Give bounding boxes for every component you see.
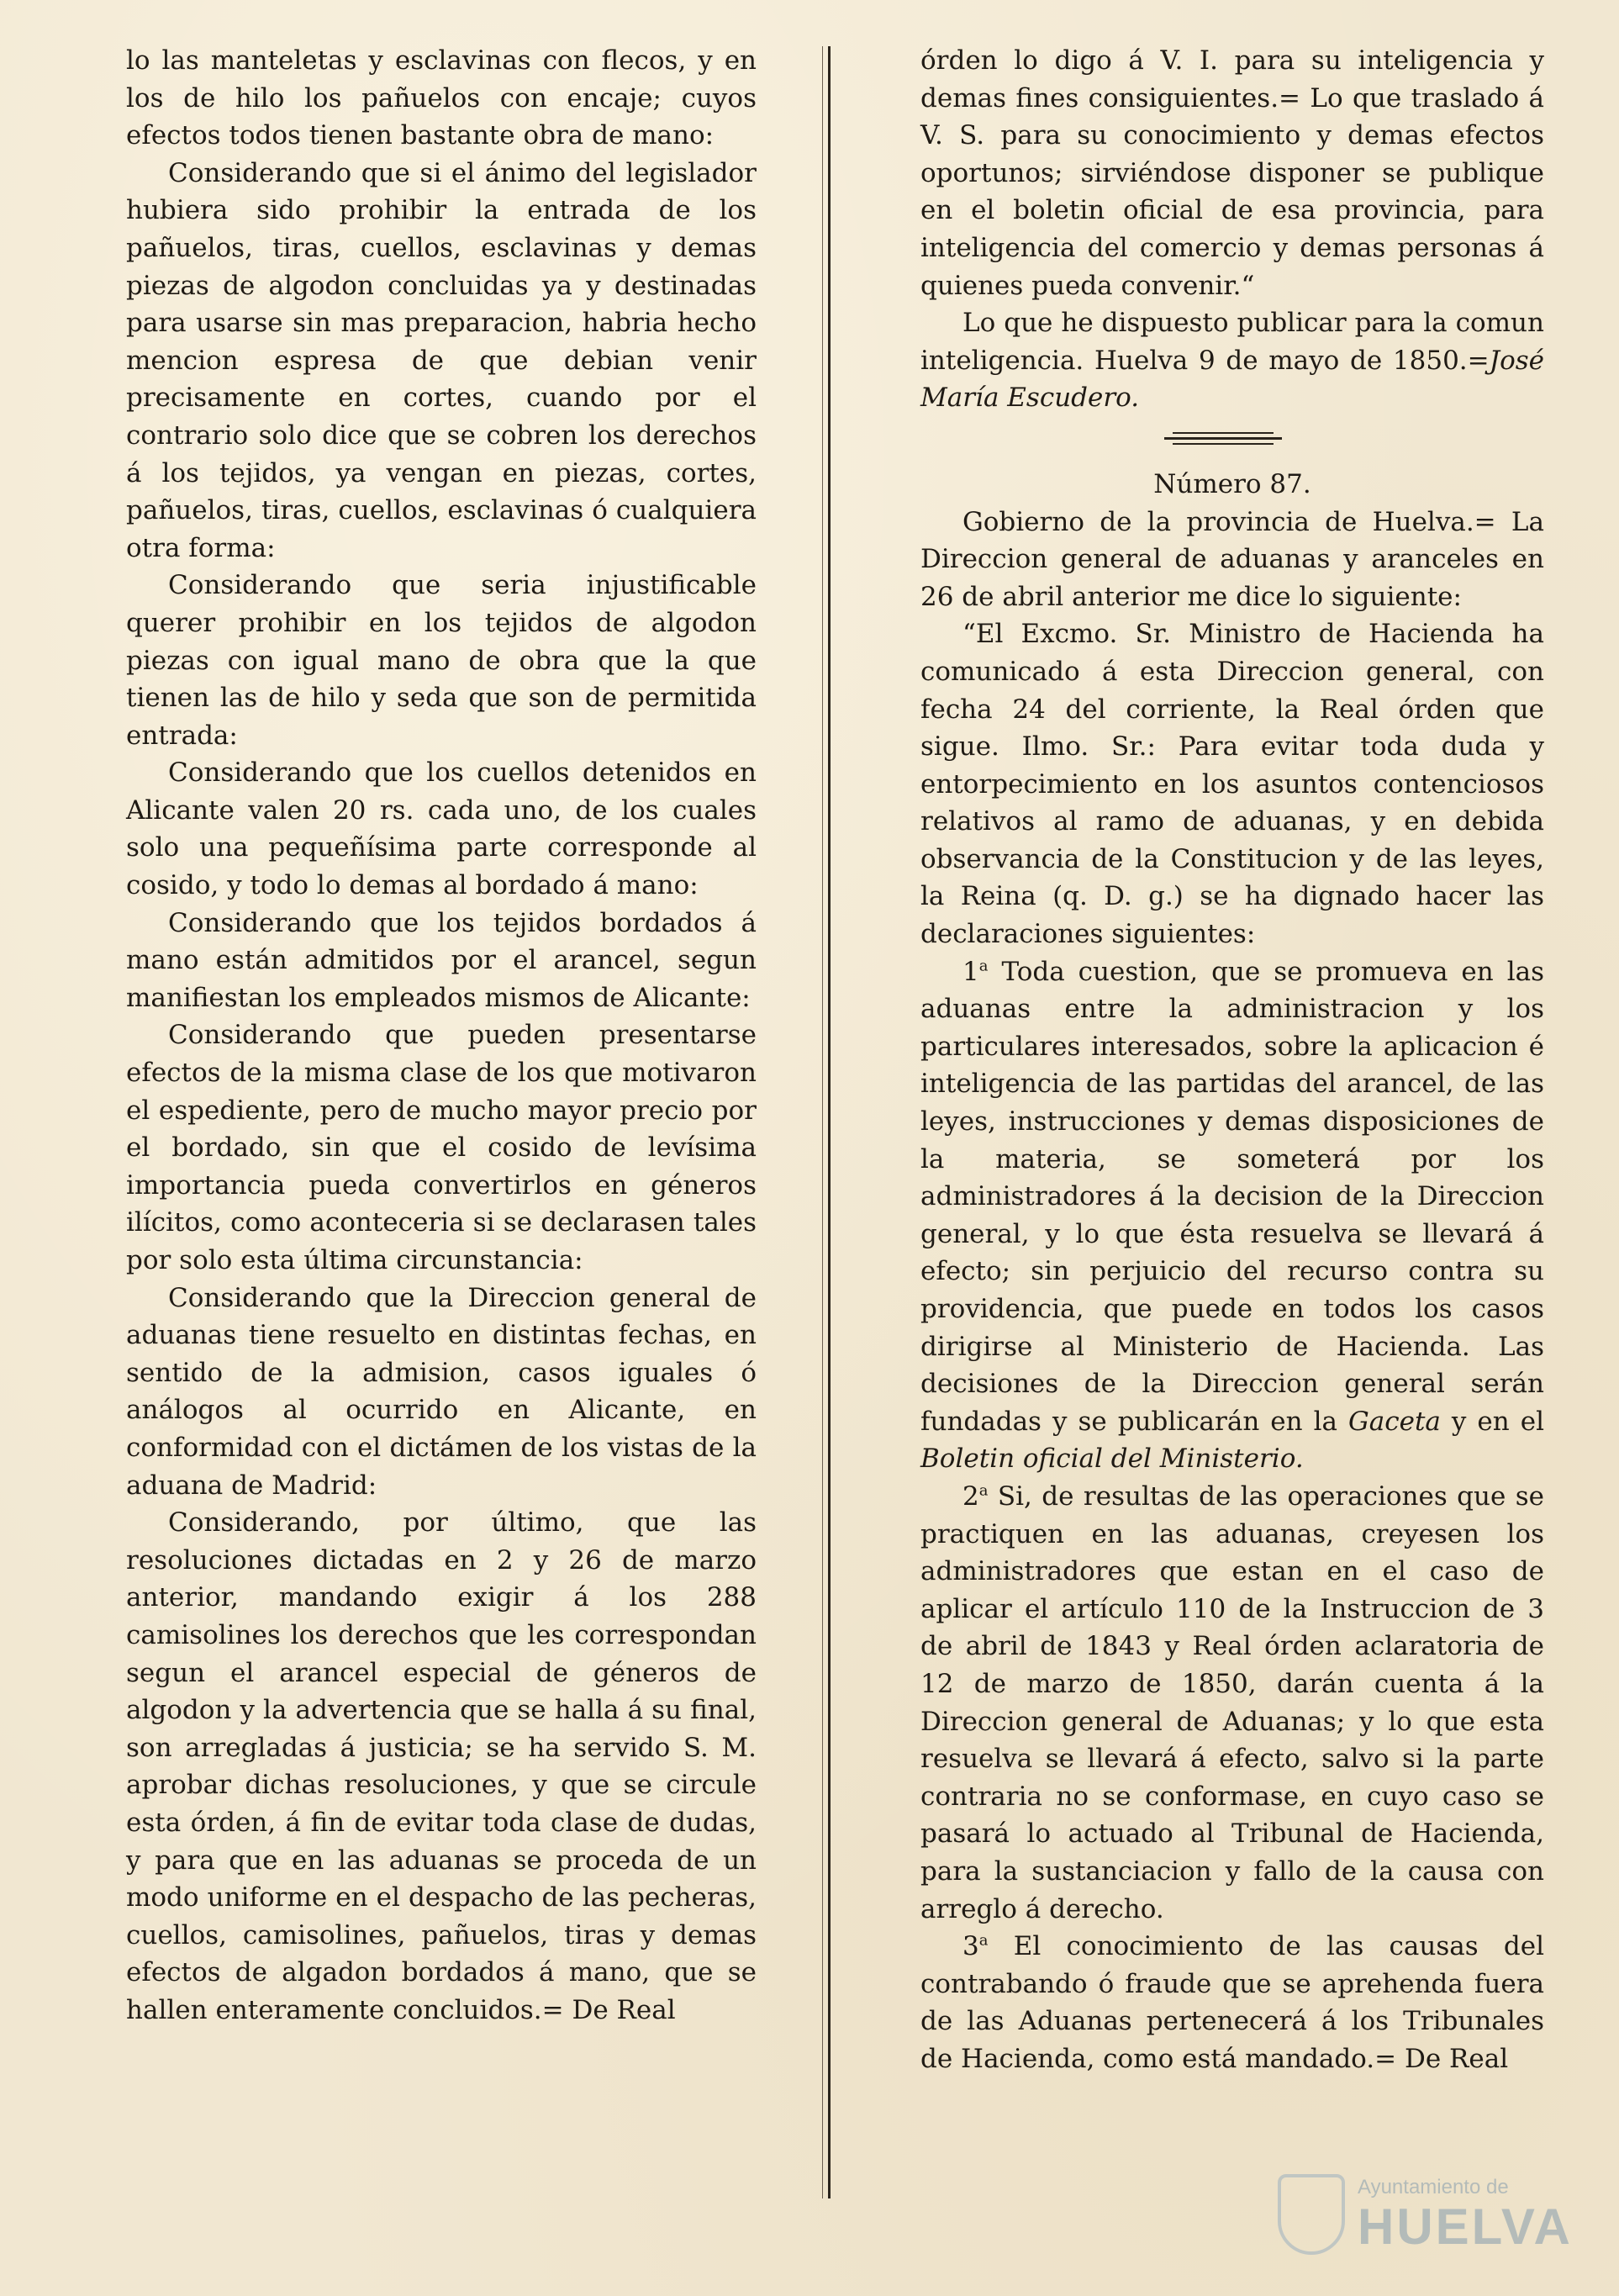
paragraph: Considerando que los tejidos bordados á mano están admitidos por el arancel, segun manifiestan los empleados mismos de Alicante: xyxy=(126,907,757,1013)
ayuntamiento-huelva-watermark xyxy=(1278,2169,1573,2262)
paragraph-text: Toda cuestion, que se promueva en las aduanas entre la administracion y los particulares interesados, sobre la aplicacion é inteligencia de las partidas del arancel, de las leyes, instrucciones y demas disposiciones de la materia, se someterá por los administradores á la decision de la Direccion general, y lo que ésta resuelva se llevará á efecto; sin perjuicio del recurso contra su providencia, que puede en todos los casos dirigirse al Ministerio de Hacienda. Las decisiones de la Direccion general serán fundadas y se publicarán en la xyxy=(920,956,1544,1437)
right-column xyxy=(920,42,1544,2077)
left-column xyxy=(126,42,757,2029)
paragraph: Considerando que seria injustificable querer prohibir en los tejidos de algodon piezas con igual mano de obra que la que tienen las de hilo y seda que son de permitida entrada: xyxy=(126,570,757,751)
paragraph: lo las manteletas y esclavinas con flecos, y en los de hilo los pañuelos con encaje; cuyos efectos todos tienen bastante obra de mano: xyxy=(126,45,757,151)
paragraph: Considerando que los cuellos detenidos en Alicante valen 20 rs. cada uno, de los cuales solo una pequeñísima parte corresponde al cosido, y todo lo demas al bordado á mano: xyxy=(126,757,757,901)
column-divider-thin xyxy=(822,46,823,2198)
paragraph-text: Si, de resultas de las operaciones que se practiquen en las aduanas, creyesen los administradores que estan en el caso de aplicar el artículo 110 de la Instruccion de 3 de abril de 1843 y Real órden aclaratoria de 12 de marzo de 1850, darán cuenta á la Direccion general de Aduanas; y lo que esta resuelva se llevará á efecto, salvo si la parte contraria no se conformase, en cuyo caso se pasará lo actuado al Tribunal de Hacienda, para la sustanciacion y fallo de la causa con arreglo á derecho. xyxy=(920,1481,1544,1924)
paragraph xyxy=(920,304,1544,417)
item-number: 1 xyxy=(962,956,979,987)
paragraph-text: y en el xyxy=(1451,1406,1544,1437)
paragraph xyxy=(920,953,1544,1478)
boletin-title: Boletin oficial del Ministerio. xyxy=(920,1444,1304,1475)
separator-line xyxy=(1164,437,1282,440)
paragraph xyxy=(920,1928,1544,2077)
signature: José María Escudero. xyxy=(920,345,1544,414)
watermark-line1: Ayuntamiento de xyxy=(1358,2176,1509,2198)
paragraph: Considerando, por último, que las resoluciones dictadas en 2 y 26 de marzo anterior, mandando exigir á los 288 camisolines los derechos que les correspondan segun el arancel especial de géneros de algodon y la advertencia que se halla á su final, son arregladas á justicia; se ha servido S. M. aprobar dichas resoluciones, y que se circule esta órden, á fin de evitar toda clase de dudas, y para que en las aduanas se proceda de un modo uniforme en el despacho de las pecheras, cuellos, camisolines, pañuelos, tiras y demas efectos de algadon bordados á mano, que se hallen enteramente concluidos.= De Real xyxy=(126,1507,757,2025)
paragraph: Considerando que la Direccion general de aduanas tiene resuelto en distintas fechas, en sentido de la admision, casos iguales ó análogos al ocurrido en Alicante, en conformidad con el dictámen de los vistas de la aduana de Madrid: xyxy=(126,1282,757,1501)
paragraph: Considerando que si el ánimo del legislador hubiera sido prohibir la entrada de los pañuelos, tiras, cuellos, esclavinas y demas piezas de algodon concluidas ya y destinadas para usarse sin mas preparacion, habria hecho mencion espresa de que debian venir precisamente en cortes, cuando por el contrario solo dice que se cobren los derechos á los tejidos, ya vengan en piezas, cortes, pañuelos, tiras, cuellos, esclavinas ó cualquiera otra forma: xyxy=(126,157,757,563)
paragraph: “El Excmo. Sr. Ministro de Hacienda ha comunicado á esta Direccion general, con fecha 24 del corriente, la Real órden que sigue. Ilmo. Sr.: Para evitar toda duda y entorpecimiento en los asuntos contenciosos relativos al ramo de aduanas, y en debida observancia de la Constitucion y de las leyes, la Reina (q. D. g.) se ha dignado hacer las declaraciones siguientes: xyxy=(920,619,1544,950)
watermark-line2: HUELVA xyxy=(1358,2198,1573,2255)
gaceta-title: Gaceta xyxy=(1348,1406,1441,1437)
item-number-sup: a xyxy=(978,957,989,975)
paragraph: Gobierno de la provincia de Huelva.= La Direccion general de aduanas y aranceles en 26 de abril anterior me dice lo siguiente: xyxy=(920,506,1544,612)
item-number: 2 xyxy=(962,1481,979,1512)
item-number-sup: a xyxy=(978,1931,989,1950)
section-heading: Número 87. xyxy=(1153,468,1311,499)
column-divider xyxy=(828,46,831,2198)
section-separator xyxy=(920,422,1544,456)
separator-line xyxy=(1173,432,1274,434)
paragraph-text: Lo que he dispuesto publicar para la comun inteligencia. Huelva 9 de mayo de 1850.= xyxy=(920,308,1544,376)
item-number-sup: a xyxy=(978,1481,989,1500)
paragraph xyxy=(920,1478,1544,1928)
paragraph: órden lo digo á V. I. para su inteligencia y demas fines consiguientes.= Lo que traslado á V. S. para su conocimiento y demas efectos oportunos; sirviéndose disponer se publique en el boletin oficial de esa provincia, para inteligencia del comercio y demas personas á quienes pueda convenir.“ xyxy=(920,45,1544,301)
shield-icon xyxy=(1278,2174,1345,2255)
paragraph: Considerando que pueden presentarse efectos de la misma clase de los que motivaron el espediente, pero de mucho mayor precio por el bordado, sin que el cosido de levísima importancia pueda convertirlos en géneros ilícitos, como aconteceria si se declarasen tales por solo esta última circunstancia: xyxy=(126,1020,757,1275)
paragraph-text: El conocimiento de las causas del contrabando ó fraude que se aprehenda fuera de las Aduanas pertenecerá á los Tribunales de Hacienda, como está mandado.= De Real xyxy=(920,1931,1544,2074)
separator-line xyxy=(1173,443,1274,445)
item-number: 3 xyxy=(962,1931,979,1962)
